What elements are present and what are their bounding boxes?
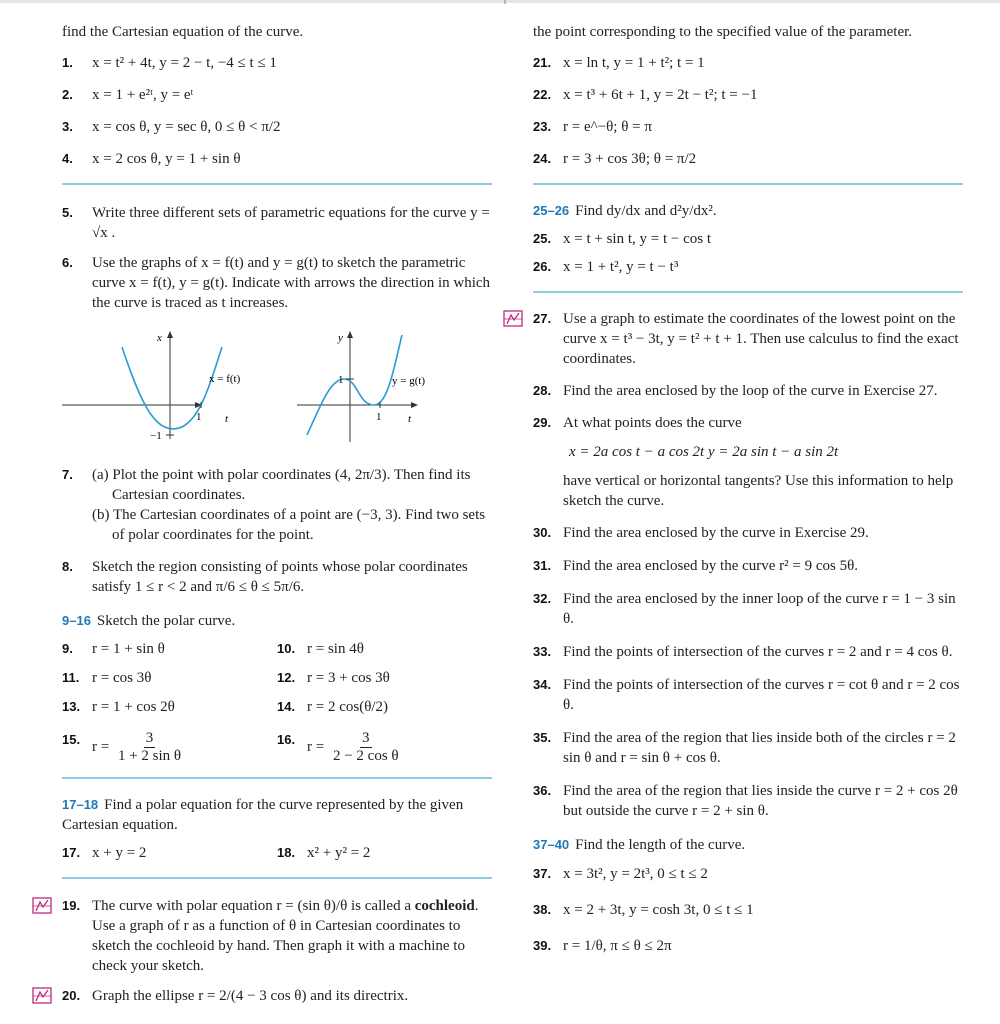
exercise-text: Find the area of the region that lies inside the curve r = 2 + cos 2θ but outside the curve r = 2 + sin θ. (563, 783, 958, 819)
exercise-3 (62, 117, 492, 137)
exercise-number: 13. (62, 699, 81, 714)
exercise-9 (62, 639, 277, 659)
exercise-1 (62, 53, 492, 73)
exercise-number: 8. (62, 559, 73, 574)
exercise-text: have vertical or horizontal tangents? Use this information to help sketch the curve. (563, 473, 954, 509)
exercise-27 (533, 309, 963, 369)
section-heading-17-18 (62, 795, 492, 835)
function-graphs (62, 327, 492, 447)
exercise-text: r = sin 4θ (307, 641, 364, 657)
section-divider (62, 183, 492, 185)
curve-f (122, 347, 222, 429)
exercise-number: 17. (62, 845, 81, 860)
exercise-16 (277, 721, 492, 765)
exercise-15 (62, 721, 277, 765)
exercise-number: 19. (62, 898, 81, 913)
exercise-number: 36. (533, 783, 552, 798)
exercise-4 (62, 149, 492, 169)
exercise-number: 31. (533, 558, 552, 573)
exercise-number: 24. (533, 151, 552, 166)
exercise-number: 39. (533, 938, 552, 953)
exercise-number: 6. (62, 255, 73, 270)
exercise-number: 15. (62, 732, 81, 747)
display-equation: x = 2a cos t − a cos 2t y = 2a sin t − a sin 2t (569, 444, 839, 460)
exercise-18 (277, 843, 492, 863)
exercise-text: r = 1 + cos 2θ (92, 699, 175, 715)
exercise-number: 32. (533, 591, 552, 606)
denominator: 2 − 2 cos θ (332, 748, 399, 764)
exercise-number: 35. (533, 730, 552, 745)
exercise-text: Find the points of intersection of the curves r = 2 and r = 4 cos θ. (563, 644, 953, 660)
exercise-text: Find the area enclosed by the curve in Exercise 29. (563, 525, 869, 541)
axis-label: t (225, 413, 229, 425)
exercise-text: x = 3t², y = 2t³, 0 ≤ t ≤ 2 (563, 866, 708, 882)
exercise-text: r = 3 + cos 3θ; θ = π/2 (563, 151, 697, 167)
exercise-19 (62, 896, 492, 976)
exercise-37 (533, 864, 963, 884)
fraction (331, 730, 401, 765)
axis-label: y (338, 332, 343, 344)
top-center-mark (504, 0, 506, 4)
exercise-row (62, 668, 492, 688)
exercise-6 (62, 253, 492, 313)
exercise-text: Find the points of intersection of the curves r = cot θ and r = 2 cos θ. (563, 677, 960, 713)
exercise-12 (277, 668, 492, 688)
exercise-32 (533, 589, 963, 629)
exercise-22 (533, 85, 963, 105)
heading-text: Find a polar equation for the curve represented by the given Cartesian equation. (62, 797, 464, 833)
exercise-20 (62, 986, 492, 1006)
exercise-10 (277, 639, 492, 659)
exercise-text: . Use a graph of r as a function of θ in Cartesian coordinates to sketch the cochleoid by hand. Then graph it with a machine to check your sketch. (92, 898, 479, 974)
exercise-39 (533, 936, 963, 956)
exercise-14 (277, 697, 492, 717)
exercise-number: 9. (62, 641, 73, 656)
equation-lhs: r = (307, 738, 325, 755)
exercise-23 (533, 117, 963, 137)
exercise-31 (533, 556, 963, 576)
exercise-24 (533, 149, 963, 169)
exercise-text: Write three different sets of parametric equations for the curve y = √x . (92, 205, 490, 241)
exercise-29 (533, 413, 963, 511)
range-label: 9–16 (62, 613, 91, 628)
exercise-2 (62, 85, 492, 105)
axis-label: x (157, 332, 162, 344)
exercise-text: Use the graphs of x = f(t) and y = g(t) to sketch the parametric curve x = f(t), y = g(t). Indicate with arrows the direction in which the curve is traced as t increases. (92, 255, 491, 311)
equation-lhs: r = (92, 738, 110, 755)
left-intro: find the Cartesian equation of the curve. (62, 24, 304, 40)
exercise-7b: (b) The Cartesian coordinates of a point are (−3, 3). Find two sets of polar coordinates for the point. (92, 507, 486, 543)
arrow-icon (347, 331, 353, 338)
exercise-text: At what points does the curve (563, 415, 742, 431)
exercise-number: 4. (62, 151, 73, 166)
exercise-number: 22. (533, 87, 552, 102)
heading-text: Find the length of the curve. (575, 837, 746, 853)
section-divider (533, 291, 963, 293)
exercise-row (62, 843, 492, 863)
exercise-number: 5. (62, 205, 73, 220)
term-cochleoid: cochleoid (414, 898, 475, 914)
exercise-26 (533, 257, 963, 277)
arrow-icon (167, 331, 173, 338)
tick-label: −1 (150, 430, 162, 442)
exercise-17 (62, 843, 277, 863)
exercise-text: x = 2 + 3t, y = cosh 3t, 0 ≤ t ≤ 1 (563, 902, 754, 918)
exercise-text: x = 1 + e²ᵗ, y = eᵗ (92, 87, 194, 103)
exercise-text: x = 1 + t², y = t − t³ (563, 259, 679, 275)
exercise-text: r = cos 3θ (92, 670, 152, 686)
numerator: 3 (145, 730, 154, 746)
exercise-number: 3. (62, 119, 73, 134)
exercise-number: 20. (62, 988, 81, 1003)
exercise-number: 27. (533, 311, 552, 326)
exercise-row (62, 697, 492, 717)
exercise-number: 29. (533, 415, 552, 430)
range-label: 17–18 (62, 797, 99, 812)
exercise-number: 25. (533, 231, 552, 246)
heading-text: Find dy/dx and d²y/dx². (575, 203, 717, 219)
section-heading-25-26 (533, 201, 963, 221)
exercise-row (62, 721, 492, 765)
top-border (0, 0, 1000, 3)
exercise-34 (533, 675, 963, 715)
exercise-13 (62, 697, 277, 717)
exercise-number: 12. (277, 670, 296, 685)
exercise-text: r = 1/θ, π ≤ θ ≤ 2π (563, 938, 672, 954)
section-divider (533, 183, 963, 185)
exercise-5 (62, 203, 492, 243)
exercise-21 (533, 53, 963, 73)
exercise-number: 38. (533, 902, 552, 917)
heading-text: Sketch the polar curve. (96, 613, 236, 629)
left-column (62, 10, 492, 1006)
right-intro: the point corresponding to the specified value of the parameter. (533, 24, 913, 40)
exercise-36 (533, 781, 963, 821)
exercise-text: x = 2 cos θ, y = 1 + sin θ (92, 151, 241, 167)
exercise-text: Graph the ellipse r = 2/(4 − 3 cos θ) and its directrix. (92, 988, 409, 1004)
exercise-text: x² + y² = 2 (307, 845, 371, 861)
curve-g (307, 335, 402, 435)
exercise-text: Find the area of the region that lies inside both of the circles r = 2 sin θ and r = sin θ + cos θ. (563, 730, 956, 766)
range-label: 37–40 (533, 837, 570, 852)
exercise-number: 23. (533, 119, 552, 134)
range-label: 25–26 (533, 203, 570, 218)
graphing-device-icon (503, 310, 523, 327)
right-column (533, 10, 963, 956)
arrow-icon (411, 402, 418, 408)
graph-g (297, 331, 425, 442)
graphing-device-icon (32, 987, 52, 1004)
section-heading-37-40 (533, 835, 963, 855)
exercise-text: r = 2 cos(θ/2) (307, 699, 389, 715)
exercise-text: r = 3 + cos 3θ (307, 670, 390, 686)
exercise-text: Find the area enclosed by the loop of the curve in Exercise 27. (563, 383, 938, 399)
exercise-row (62, 639, 492, 659)
section-divider (62, 877, 492, 879)
exercise-number: 28. (533, 383, 552, 398)
tick-label: 1 (338, 374, 344, 386)
exercise-number: 33. (533, 644, 552, 659)
exercise-25 (533, 229, 963, 249)
tick-label: 1 (196, 411, 202, 423)
exercise-text: x = t + sin t, y = t − cos t (563, 231, 712, 247)
exercise-28 (533, 381, 963, 401)
exercise-text: Find the area enclosed by the inner loop of the curve r = 1 − 3 sin θ. (563, 591, 956, 627)
curve-label: x = f(t) (209, 373, 241, 385)
exercise-text: r = 1 + sin θ (92, 641, 165, 657)
exercise-number: 26. (533, 259, 552, 274)
exercise-text: x = t³ + 6t + 1, y = 2t − t²; t = −1 (563, 87, 758, 103)
exercise-number: 7. (62, 467, 73, 482)
exercise-text: x + y = 2 (92, 845, 147, 861)
exercise-number: 16. (277, 732, 296, 747)
exercise-35 (533, 728, 963, 768)
exercise-number: 21. (533, 55, 552, 70)
exercise-number: 37. (533, 866, 552, 881)
exercise-text: The curve with polar equation r = (sin θ)/θ is called a (92, 898, 415, 914)
tick-label: 1 (376, 411, 382, 423)
exercise-number: 30. (533, 525, 552, 540)
exercise-text: r = e^−θ; θ = π (563, 119, 652, 135)
fraction (116, 730, 183, 765)
exercise-number: 1. (62, 55, 73, 70)
section-divider (62, 777, 492, 779)
exercise-33 (533, 642, 963, 662)
exercise-text: x = cos θ, y = sec θ, 0 ≤ θ < π/2 (92, 119, 281, 135)
curve-label: y = g(t) (392, 375, 426, 387)
exercise-number: 10. (277, 641, 296, 656)
exercise-number: 14. (277, 699, 296, 714)
exercise-text: x = ln t, y = 1 + t²; t = 1 (563, 55, 705, 71)
exercise-text: x = t² + 4t, y = 2 − t, −4 ≤ t ≤ 1 (92, 55, 277, 71)
exercise-text: Use a graph to estimate the coordinates of the lowest point on the curve x = t³ − 3t, y = t² + t + 1. Then use calculus to find the exact coordinates. (563, 311, 959, 367)
exercise-number: 18. (277, 845, 296, 860)
exercise-text: Sketch the region consisting of points whose polar coordinates satisfy 1 ≤ r < 2 and π/6 ≤ θ ≤ 5π/6. (92, 559, 468, 595)
exercise-8 (62, 557, 492, 597)
graphing-device-icon (32, 897, 52, 914)
exercise-number: 34. (533, 677, 552, 692)
numerator: 3 (362, 730, 370, 746)
exercise-number: 11. (62, 670, 80, 685)
axis-label: t (408, 413, 412, 425)
exercise-30 (533, 523, 963, 543)
exercise-38 (533, 900, 963, 920)
section-heading-9-16 (62, 611, 492, 631)
exercise-11 (62, 668, 277, 688)
exercise-7 (62, 465, 492, 545)
exercise-7a: (a) Plot the point with polar coordinates (4, 2π/3). Then find its Cartesian coordinates. (92, 467, 471, 503)
denominator: 1 + 2 sin θ (117, 748, 182, 764)
exercise-number: 2. (62, 87, 73, 102)
graph-f (62, 331, 241, 442)
exercise-text: Find the area enclosed by the curve r² = 9 cos 5θ. (563, 558, 859, 574)
graphs-figure (62, 327, 492, 447)
